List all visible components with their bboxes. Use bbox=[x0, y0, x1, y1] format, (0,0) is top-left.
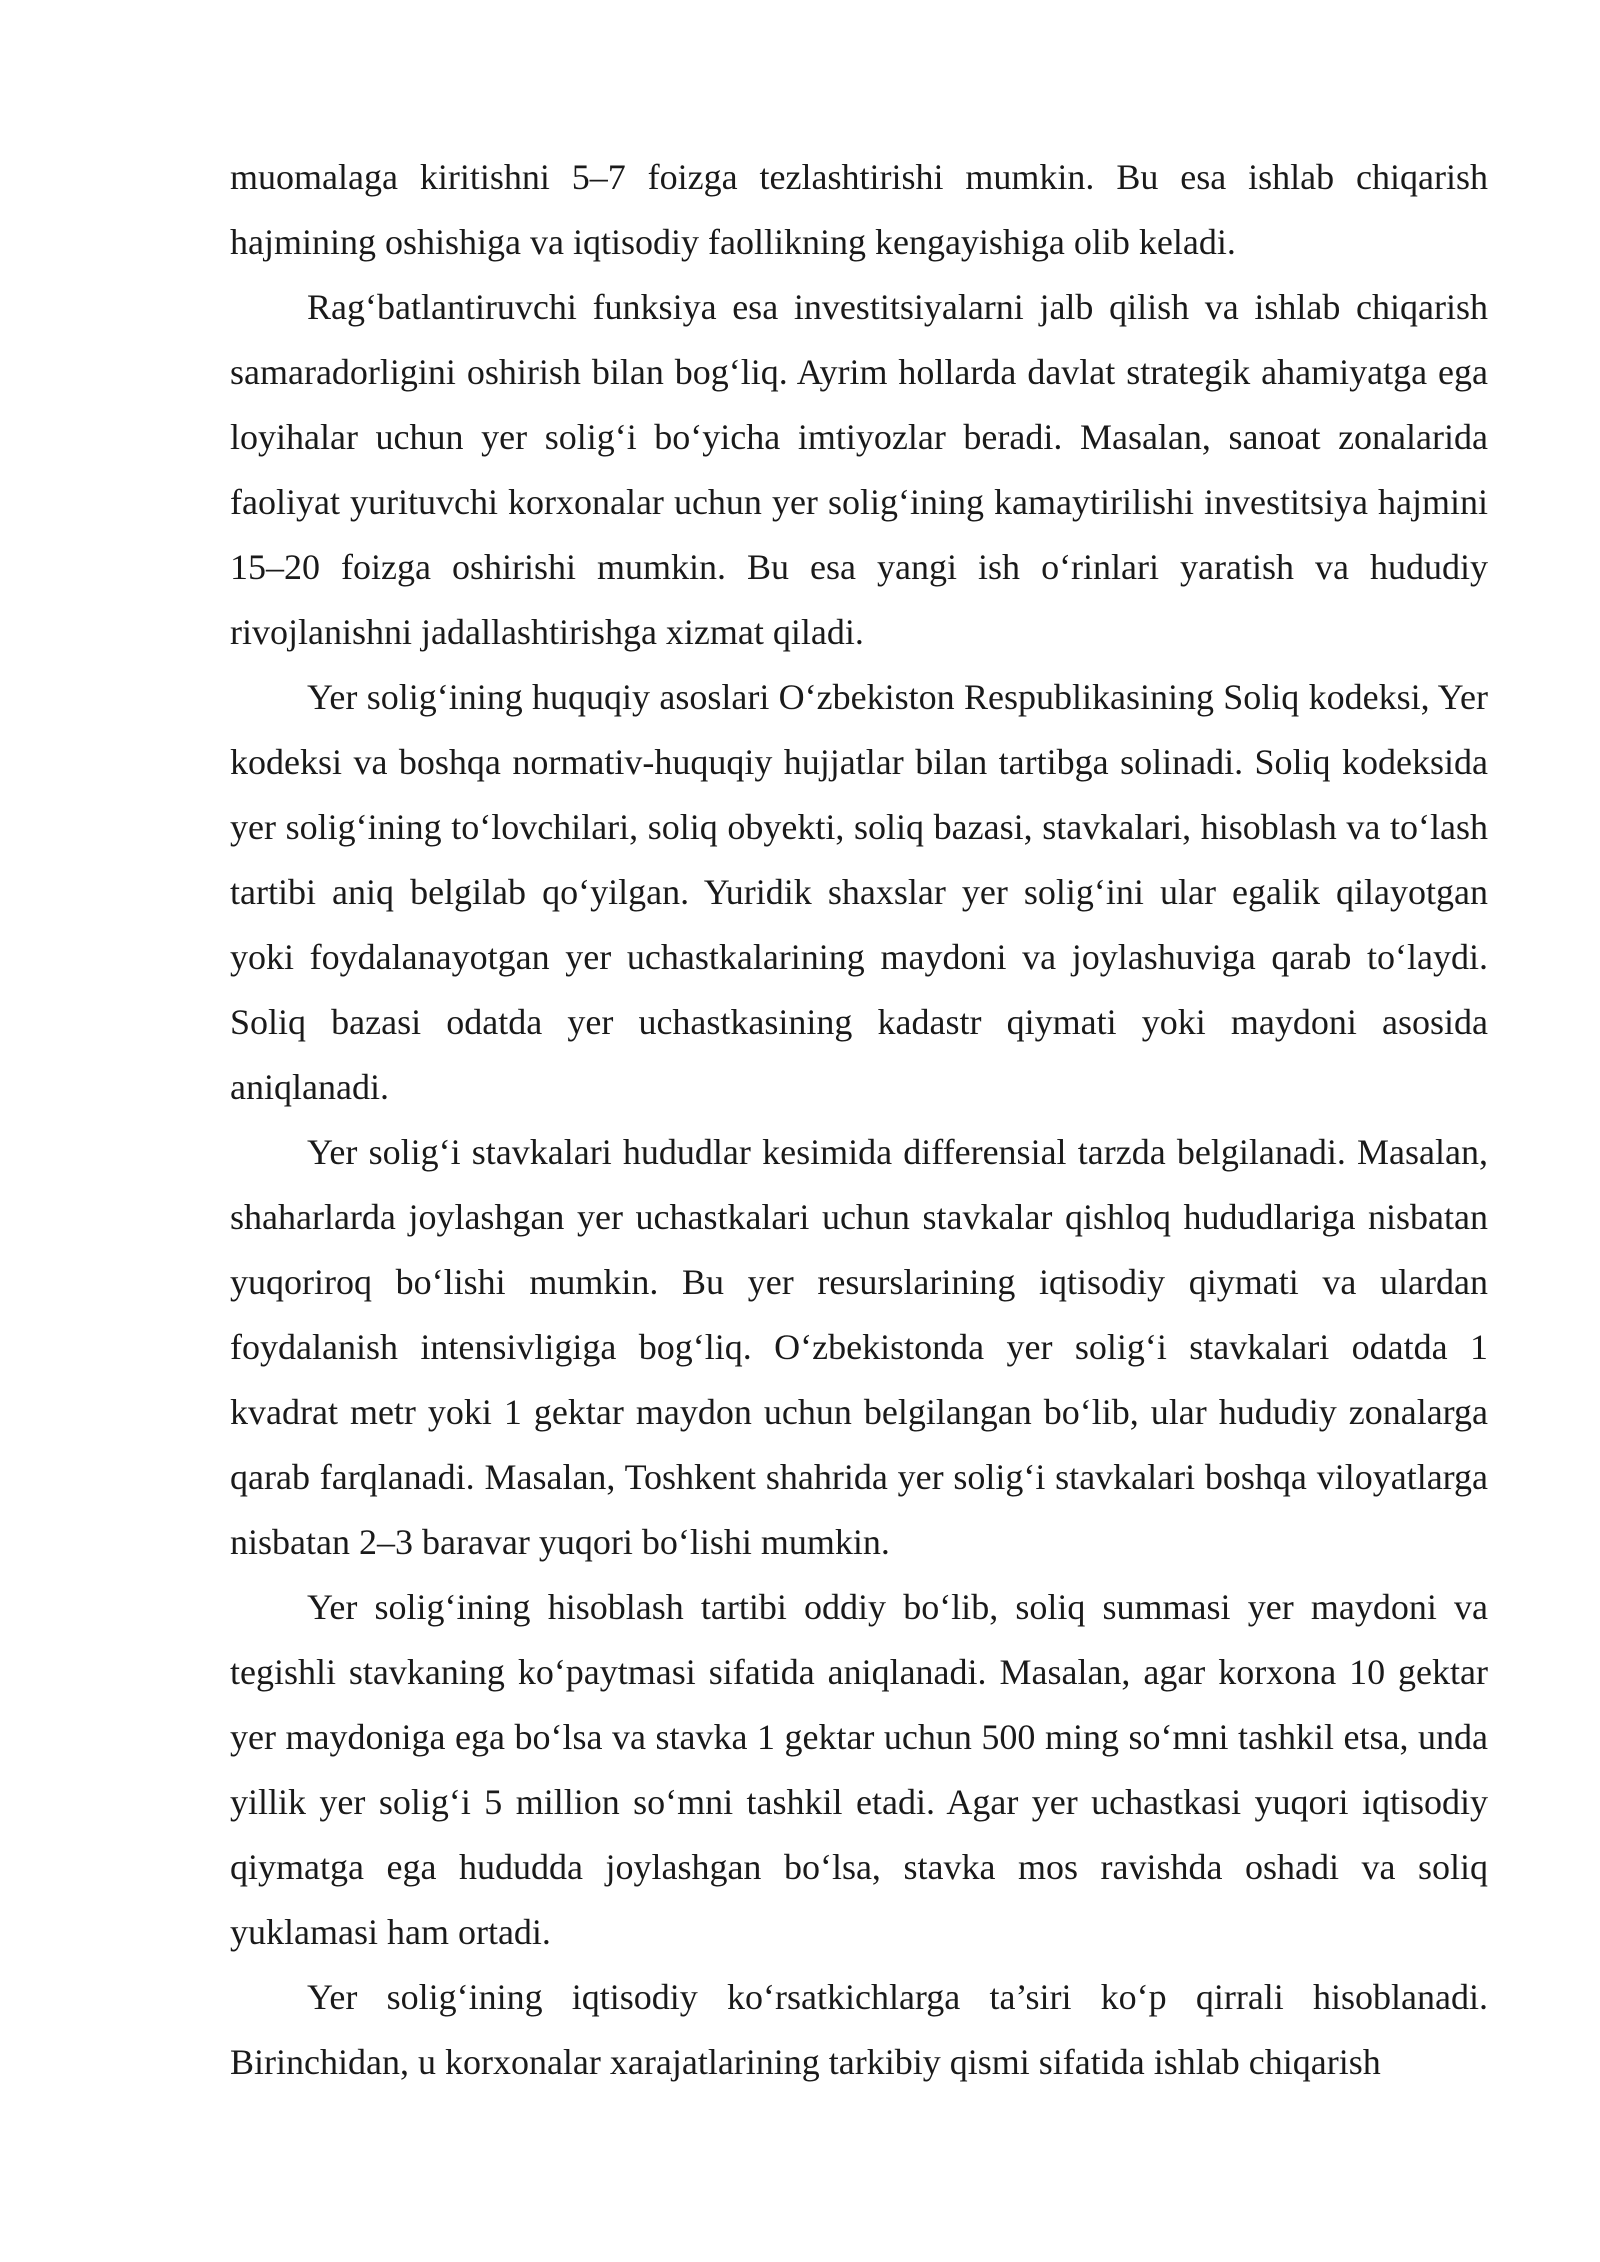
paragraph-calculation: Yer solig‘ining hisoblash tartibi oddiy bo‘lib, soliq summasi yer maydoni va tegishli stavkaning ko‘paytmasi sifatida aniqlanadi. Masalan, agar korxona 10 gektar yer maydoniga ega bo‘lsa va stavka 1 gektar uchun 500 ming so‘mni tashkil etsa, unda yillik yer solig‘i 5 million so‘mni tashkil etadi. Agar yer uchastkasi yuqori iqtisodiy qiymatga ega hududda joylashgan bo‘lsa, stavka mos ravishda oshadi va soliq yuklamasi ham ortadi. bbox=[230, 1587, 1488, 1952]
paragraph-continuation: muomalaga kiritishni 5–7 foizga tezlashtirishi mumkin. Bu esa ishlab chiqarish hajmining oshishiga va iqtisodiy faollikning kengayishiga olib keladi. bbox=[230, 157, 1488, 262]
paragraph-tax-rates: Yer solig‘i stavkalari hududlar kesimida differensial tarzda belgilanadi. Masalan, shaharlarda joylashgan yer uchastkalari uchun stavkalar qishloq hududlariga nisbatan yuqoriroq bo‘lishi mumkin. Bu yer resurslarining iqtisodiy qiymati va ulardan foydalanish intensivligiga bog‘liq. O‘zbekistonda yer solig‘i stavkalari odatda 1 kvadrat metr yoki 1 gektar maydon uchun belgilangan bo‘lib, ular hududiy zonalarga qarab farqlanadi. Masalan, Toshkent shahrida yer solig‘i stavkalari boshqa viloyatlarga nisbatan 2–3 baravar yuqori bo‘lishi mumkin. bbox=[230, 1132, 1488, 1562]
document-page bbox=[230, 145, 1488, 2095]
paragraph-legal-basis: Yer solig‘ining huquqiy asoslari O‘zbekiston Respublikasining Soliq kodeksi, Yer kodeksi va boshqa normativ-huquqiy hujjatlar bilan tartibga solinadi. Soliq kodeksida yer solig‘ining to‘lovchilari, soliq obyekti, soliq bazasi, stavkalari, hisoblash va to‘lash tartibi aniq belgilab qo‘yilgan. Yuridik shaxslar yer solig‘ini ular egalik qilayotgan yoki foydalanayotgan yer uchastkalarining maydoni va joylashuviga qarab to‘laydi. Soliq bazasi odatda yer uchastkasining kadastr qiymati yoki maydoni asosida aniqlanadi. bbox=[230, 677, 1488, 1107]
paragraph-economic-impact: Yer solig‘ining iqtisodiy ko‘rsatkichlarga ta’siri ko‘p qirrali hisoblanadi. Birinchidan, u korxonalar xarajatlarining tarkibiy qismi sifatida ishlab chiqarish bbox=[230, 1977, 1488, 2082]
paragraph-incentive-function: Rag‘batlantiruvchi funksiya esa investitsiyalarni jalb qilish va ishlab chiqarish samaradorligini oshirish bilan bog‘liq. Ayrim hollarda davlat strategik ahamiyatga ega loyihalar uchun yer solig‘i bo‘yicha imtiyozlar beradi. Masalan, sanoat zonalarida faoliyat yurituvchi korxonalar uchun yer solig‘ining kamaytirilishi investitsiya hajmini 15–20 foizga oshirishi mumkin. Bu esa yangi ish o‘rinlari yaratish va hududiy rivojlanishni jadallashtirishga xizmat qiladi. bbox=[230, 287, 1488, 652]
